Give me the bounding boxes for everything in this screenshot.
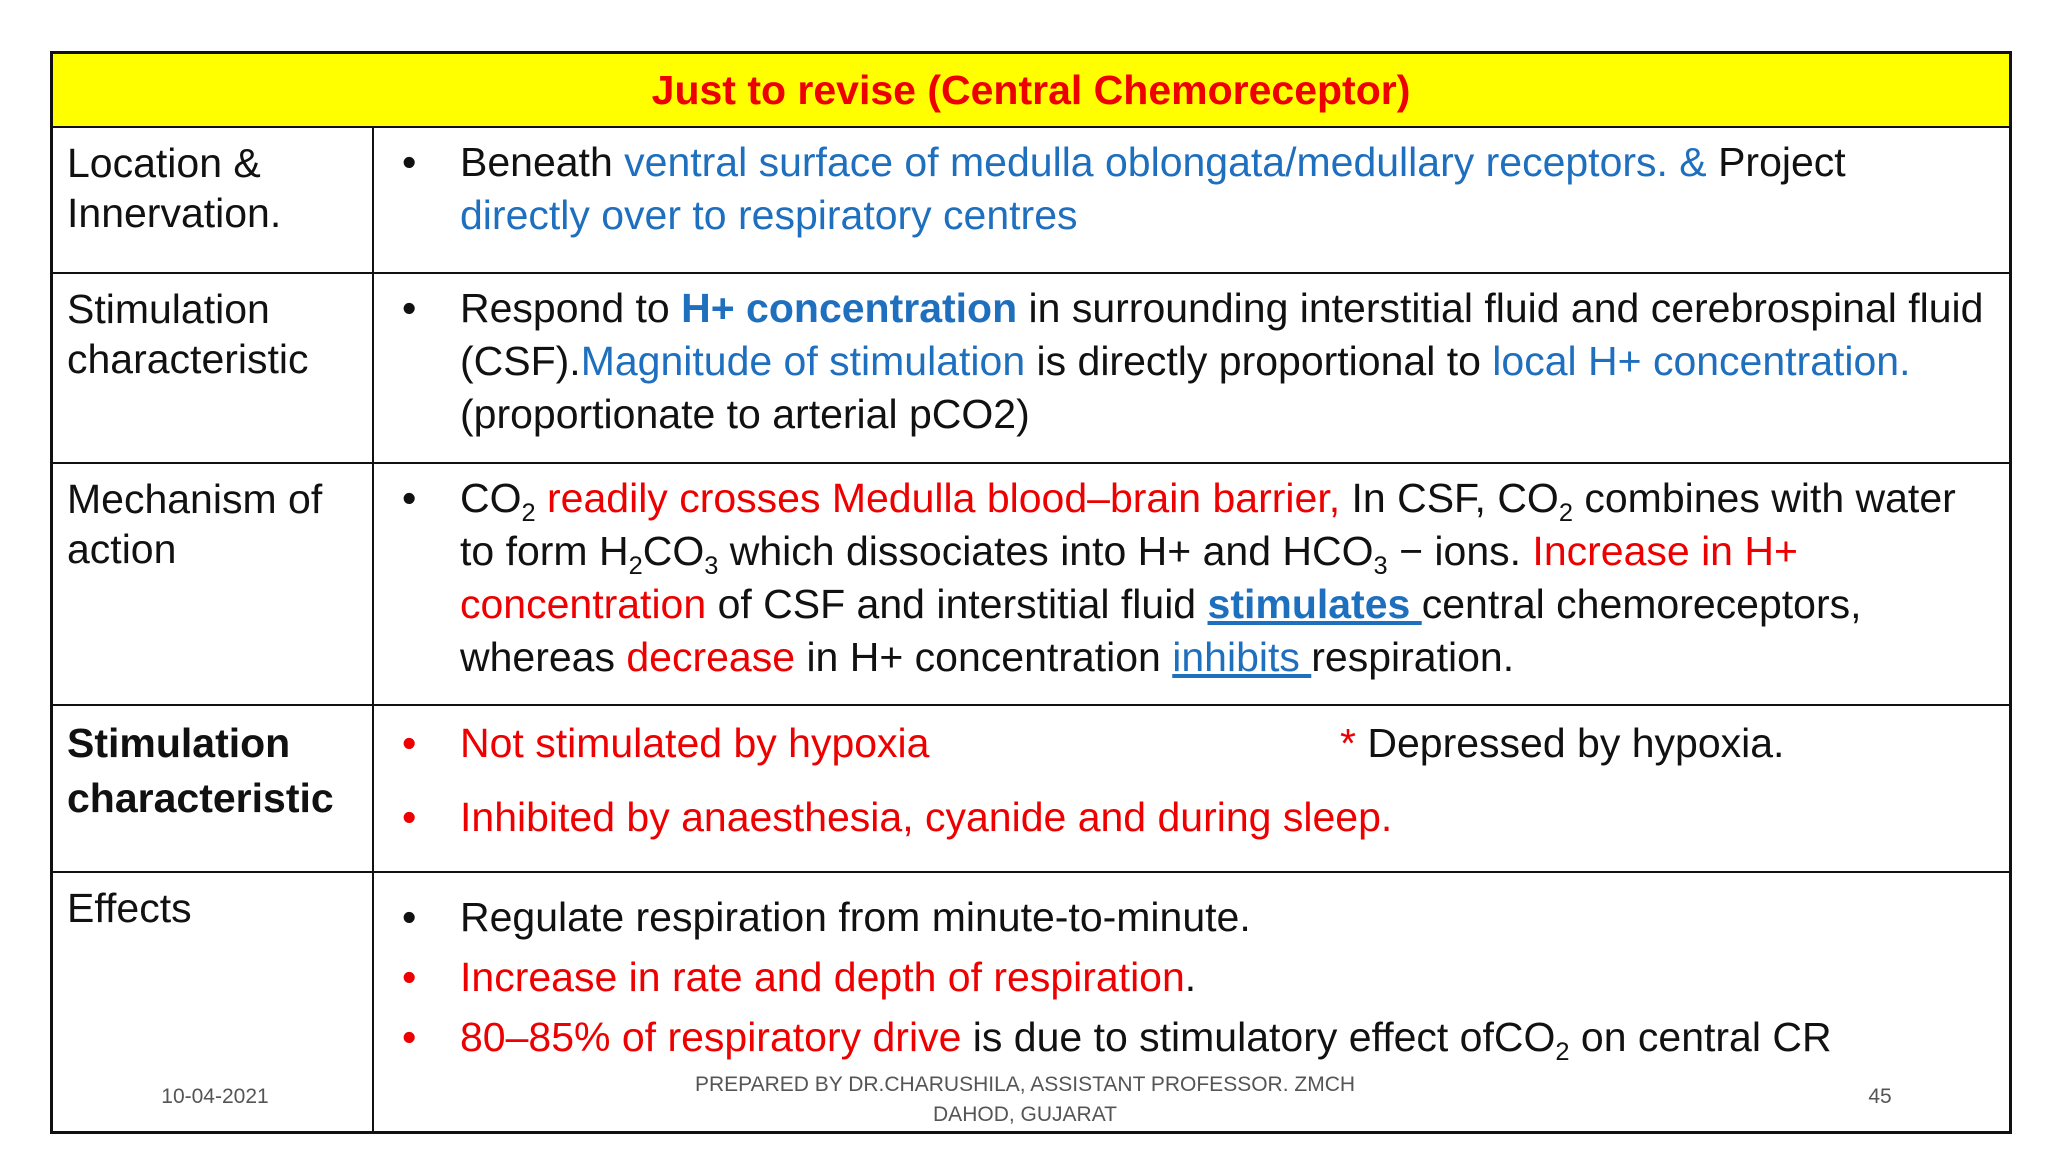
list-item <box>392 472 1985 684</box>
asterisk-marker: * <box>1340 720 1356 766</box>
highlight-text: Increase in H+ concentration <box>460 528 1798 627</box>
subscript: 2 <box>628 551 643 580</box>
subscript: 3 <box>704 551 719 580</box>
subscript: 2 <box>521 498 536 527</box>
highlight-text: Magnitude of stimulation <box>580 338 1026 384</box>
list-item <box>392 1007 1985 1067</box>
text-segment: CO <box>460 475 522 521</box>
bullet-icon: • <box>402 1014 417 1060</box>
text-segment: . <box>1184 954 1197 1000</box>
highlight-text: ventral surface of medulla oblongata/medullary receptors. & <box>624 139 1707 185</box>
list-item <box>392 790 1985 844</box>
row-label: Location & Innervation. <box>53 128 374 272</box>
footer-credit-line: PREPARED BY DR.CHARUSHILA, ASSISTANT PROFESSOR. ZMCH <box>694 1073 1356 1096</box>
summary-table <box>50 51 2012 1134</box>
list-item <box>392 947 1985 1007</box>
row-label: Effects <box>53 873 374 1131</box>
row-label: Mechanism of action <box>53 464 374 704</box>
text-segment: Respond to <box>460 285 682 331</box>
text-segment: in surrounding interstitial fluid and cerebrospinal fluid (CSF). <box>460 285 1984 384</box>
highlight-text: stimulates <box>1207 581 1422 627</box>
table-row-stimulation <box>53 274 2009 464</box>
text-segment: which dissociates into H+ and HCO <box>718 528 1374 574</box>
bullet-icon: • <box>402 894 417 940</box>
text-segment: combines with water to form H <box>460 475 1956 574</box>
table-row-location <box>53 128 2009 274</box>
page-number: 45 <box>1868 1085 1892 1108</box>
text-segment: CO <box>642 528 705 574</box>
text-segment: Depressed by hypoxia. <box>1355 720 1785 766</box>
bullet-icon: • <box>402 954 417 1000</box>
text-segment: (proportionate to arterial pCO2) <box>460 391 1030 437</box>
table-row-stimulation-2 <box>53 706 2009 873</box>
highlight-text: local H+ concentration. <box>1492 338 1911 384</box>
bullet-icon: • <box>402 475 417 521</box>
title-bar <box>53 54 2009 128</box>
text-segment: Regulate respiration from minute-to-minute. <box>460 894 1251 940</box>
subscript: 2 <box>1558 498 1573 527</box>
list-item <box>392 887 1985 947</box>
footer-credit-line: DAHOD, GUJARAT <box>933 1103 1117 1126</box>
list-item <box>392 716 1985 770</box>
bullet-icon: • <box>402 720 417 766</box>
text-segment: Beneath <box>460 139 625 185</box>
row-content <box>374 464 2009 704</box>
highlight-text: readily crosses Medulla blood–brain barrier, <box>535 475 1341 521</box>
text-segment: on central CR <box>1569 1014 1832 1060</box>
highlight-text: H+ concentration <box>681 285 1018 331</box>
bullet-icon: • <box>402 285 417 331</box>
bullet-icon: • <box>402 794 417 840</box>
highlight-text: inhibits <box>1172 634 1312 680</box>
row-label: Stimulation characteristic <box>53 274 374 462</box>
bullet-icon: • <box>402 139 417 185</box>
text-segment: In CSF, CO <box>1340 475 1559 521</box>
highlight-text: Not stimulated by hypoxia <box>460 720 930 766</box>
footer-credit <box>600 1070 1450 1130</box>
highlight-text: Inhibited by anaesthesia, cyanide and during sleep. <box>460 794 1393 840</box>
text-segment: of CSF and interstitial fluid <box>706 581 1208 627</box>
text-segment: Project <box>1706 139 1846 185</box>
text-segment: respiration. <box>1311 634 1515 680</box>
subscript: 3 <box>1373 551 1388 580</box>
list-item <box>392 136 1985 242</box>
text-segment: in H+ concentration <box>795 634 1173 680</box>
text-segment: is directly proportional to <box>1025 338 1493 384</box>
highlight-text: Increase in rate and depth of respiration <box>460 954 1185 1000</box>
slide-title: Just to revise (Central Chemoreceptor) <box>651 66 1411 113</box>
highlight-text: decrease <box>626 634 796 680</box>
text-segment: is due to stimulatory effect ofCO <box>961 1014 1556 1060</box>
text-segment: − ions. <box>1387 528 1533 574</box>
table-row-mechanism <box>53 464 2009 706</box>
highlight-text: directly over to respiratory centres <box>460 192 1078 238</box>
list-item <box>392 282 1985 441</box>
row-label: Stimulation characteristic <box>53 706 374 871</box>
row-content <box>374 706 2009 871</box>
highlight-text: 80–85% of respiratory drive <box>460 1014 962 1060</box>
subscript: 2 <box>1555 1037 1570 1066</box>
row-content <box>374 274 2009 462</box>
row-content <box>374 128 2009 272</box>
text-segment: central chemoreceptors, whereas <box>460 581 1862 680</box>
footer-date: 10-04-2021 <box>161 1085 269 1108</box>
